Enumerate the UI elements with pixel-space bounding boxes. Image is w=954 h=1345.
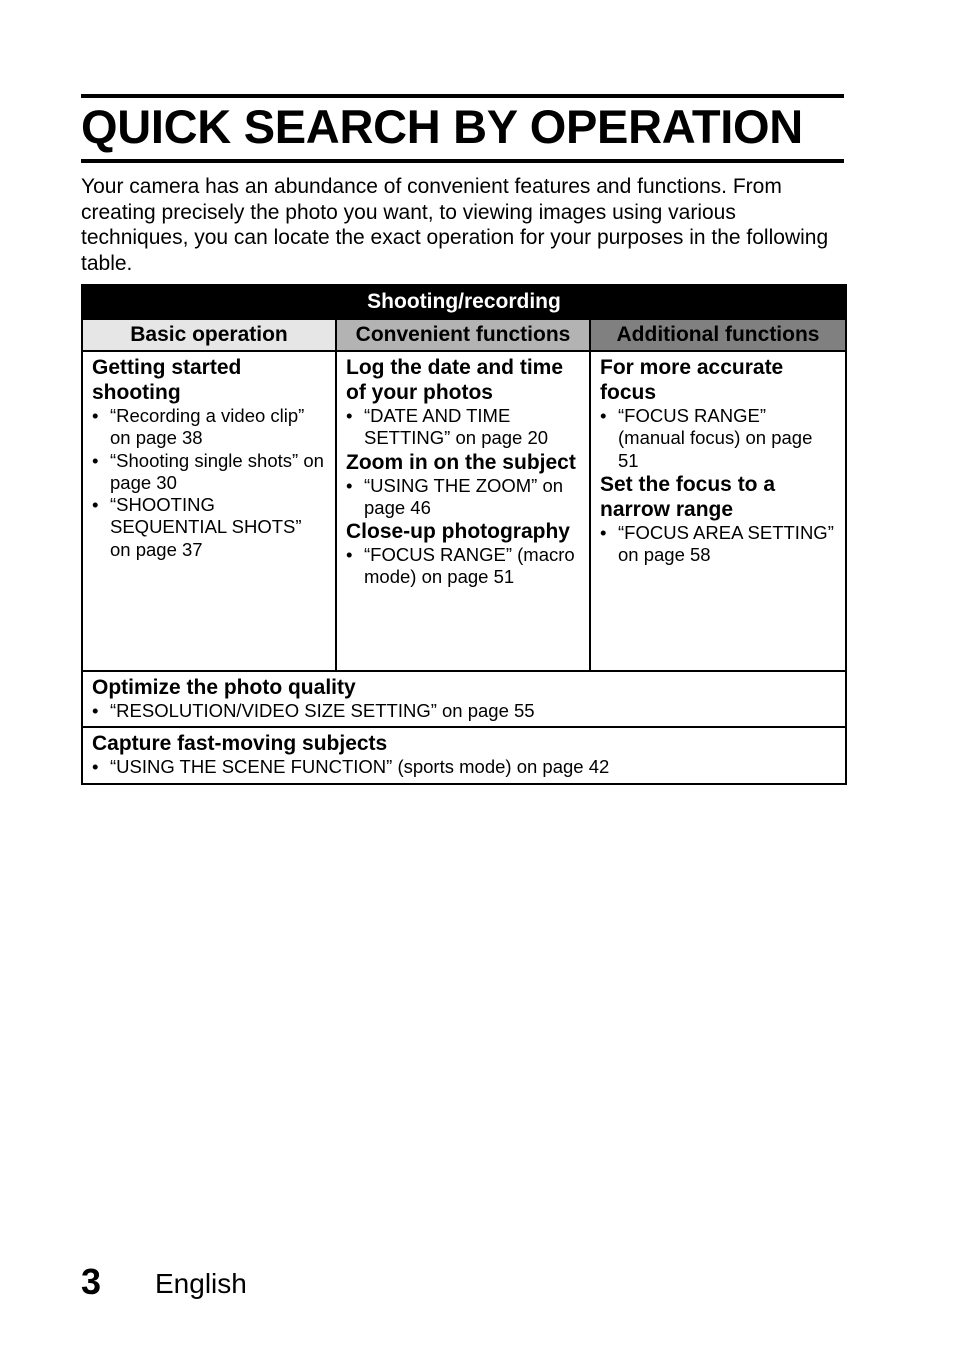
bullet-icon: • <box>346 474 353 496</box>
bullet-icon: • <box>600 405 607 426</box>
basic-operation-cell <box>82 351 336 671</box>
column-header-convenient: Convenient functions <box>336 319 590 351</box>
list-item <box>92 494 327 561</box>
bullet-icon: • <box>92 405 99 426</box>
additional-functions-cell <box>590 351 846 671</box>
bullet-icon: • <box>92 756 99 778</box>
table-banner: Shooting/recording <box>82 285 846 319</box>
list-item <box>600 522 837 567</box>
title-rule-bottom <box>81 159 844 163</box>
intro-paragraph: Your camera has an abundance of convenient features and functions. From creating precisely the photo you want, to viewing images using various techniques, you can locate the exact operation for your purposes in the following table. <box>81 175 829 275</box>
fast-moving-row <box>82 727 846 783</box>
bullet-icon: • <box>92 449 99 471</box>
list-item <box>346 544 581 589</box>
column-header-basic: Basic operation <box>82 319 336 351</box>
page-number: 3 <box>81 1261 102 1302</box>
item-heading: Set the focus to a narrow range <box>600 472 776 521</box>
item-heading: Getting started shooting <box>92 356 242 404</box>
page-reference: “FOCUS RANGE” (manual focus) on page 51 <box>618 405 813 471</box>
list-item <box>92 405 327 450</box>
convenient-functions-cell <box>336 351 590 671</box>
photo-quality-row <box>82 671 846 727</box>
bullet-icon: • <box>346 405 353 426</box>
item-heading: Zoom in on the subject <box>346 450 576 474</box>
title-rule-top <box>81 94 844 98</box>
language-label: English <box>155 1268 247 1299</box>
column-header-additional: Additional functions <box>590 319 846 351</box>
page-reference: “Recording a video clip” on page 38 <box>110 405 305 449</box>
page-reference: “FOCUS RANGE” (macro mode) on page 51 <box>364 544 575 588</box>
page-reference: “Shooting single shots” on page 30 <box>110 449 324 493</box>
list-item <box>346 405 581 450</box>
page-reference: “FOCUS AREA SETTING” on page 58 <box>618 521 834 566</box>
list-item <box>92 700 837 722</box>
bullet-icon: • <box>346 544 353 566</box>
list-item <box>346 475 581 520</box>
bullet-icon: • <box>600 521 607 543</box>
list-item <box>600 405 837 472</box>
quick-search-table <box>81 284 847 785</box>
item-heading: Optimize the photo quality <box>92 676 356 699</box>
list-item <box>92 450 327 495</box>
item-heading: Close-up photography <box>346 520 570 544</box>
page-reference: “SHOOTING SEQUENTIAL SHOTS” on page 37 <box>110 494 302 560</box>
item-heading: Log the date and time of your photos <box>346 356 564 404</box>
bullet-icon: • <box>92 700 99 721</box>
page-reference: “USING THE ZOOM” on page 46 <box>364 474 564 518</box>
bullet-icon: • <box>92 494 99 516</box>
page-reference: “USING THE SCENE FUNCTION” (sports mode) on page 42 <box>110 756 610 778</box>
page-reference: “DATE AND TIME SETTING” on page 20 <box>364 405 549 449</box>
item-heading: For more accurate focus <box>600 356 784 404</box>
page-reference: “RESOLUTION/VIDEO SIZE SETTING” on page 55 <box>110 700 535 721</box>
item-heading: Capture fast-moving subjects <box>92 732 388 756</box>
page-title: QUICK SEARCH BY OPERATION <box>81 100 803 153</box>
list-item <box>92 756 837 778</box>
